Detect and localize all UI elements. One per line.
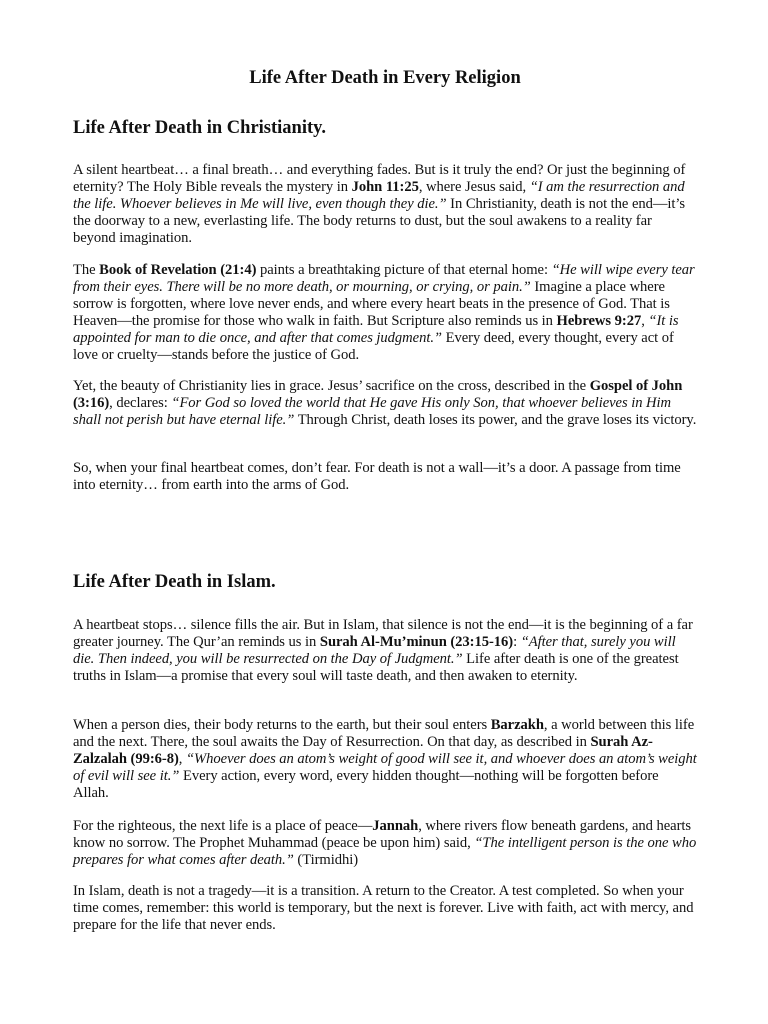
scripture-reference: John 11:25 bbox=[351, 179, 419, 195]
christianity-heading: Life After Death in Christianity. bbox=[73, 118, 326, 138]
christianity-paragraph-4: So, when your final heartbeat comes, don’t fear. For death is not a wall—it’s a door. A passage from time into eternity… from earth into the arms of God. bbox=[73, 460, 681, 493]
islam-paragraph-2: When a person dies, their body returns to the earth, but their soul enters Barzakh, a world between this life and the next. There, the soul awaits the Day of Resurrection. On that day, as described in Surah Az-Zalzalah (99:6-8), “Whoever does an atom’s weight of good will see it, and whoever does an atom’s weight of evil will see it.” Every action, every word, every hidden thought—nothing will be forgotten before Allah. bbox=[73, 717, 697, 801]
islam-heading: Life After Death in Islam. bbox=[73, 572, 276, 592]
scripture-quote: “For God so loved the world that He gave His only Son, that whoever believes in Him shall not perish but have eternal life.” bbox=[73, 395, 672, 428]
scripture-reference: Surah Az-Zalzalah (99:6-8) bbox=[73, 734, 653, 767]
scripture-reference: Surah Al-Mu’minun (23:15-16) bbox=[319, 634, 514, 650]
scripture-quote: “After that, surely you will die. Then indeed, you will be resurrected on the Day of Judgment.” bbox=[73, 634, 676, 667]
scripture-quote: “The intelligent person is the one who prepares for what comes after death.” bbox=[73, 835, 697, 868]
islam-paragraph-1: A heartbeat stops… silence fills the air. But in Islam, that silence is not the end—it is the beginning of a far greater journey. The Qur’an reminds us in Surah Al-Mu’minun (23:15-16): “After that, surely you will die. Then indeed, you will be resurrected on the Day of Judgment.” Life after death is one of the greatest truths in Islam—a promise that every soul will taste death, and then awaken to eternity. bbox=[73, 617, 693, 684]
islam-paragraph-4: In Islam, death is not a tragedy—it is a transition. A return to the Creator. A test completed. So when your time comes, remember: this world is temporary, but the next is forever. Live with faith, act with mercy, and prepare for the life that never ends. bbox=[73, 883, 694, 933]
document-title: Life After Death in Every Religion bbox=[249, 68, 521, 88]
scripture-quote: “I am the resurrection and the life. Whoever believes in Me will live, even though they die.” bbox=[73, 179, 685, 212]
scripture-quote: “Whoever does an atom’s weight of good will see it, and whoever does an atom’s weight of evil will see it.” bbox=[73, 751, 697, 784]
christianity-paragraph-3: Yet, the beauty of Christianity lies in grace. Jesus’ sacrifice on the cross, described in the Gospel of John (3:16), declares: “For God so loved the world that He gave His only Son, that whoever believes in Him shall not perish but have eternal life.” Through Christ, death loses its power, and the grave loses its victory. bbox=[73, 378, 697, 428]
islam-paragraph-3: For the righteous, the next life is a place of peace—Jannah, where rivers flow beneath gardens, and hearts know no sorrow. The Prophet Muhammad (peace be upon him) said, “The intelligent person is the one who prepares for what comes after death.” (Tirmidhi) bbox=[73, 818, 697, 868]
christianity-paragraph-2: The Book of Revelation (21:4) paints a breathtaking picture of that eternal home: “He will wipe every tear from their eyes. There will be no more death, or mourning, or crying, or pain.” Imagine a place where sorrow is forgotten, where love never ends, and where every heart beats in the presence of God. That is Heaven—the promise for those who walk in faith. But Scripture also reminds us in Hebrews 9:27, “It is appointed for man to die once, and after that comes judgment.” Every deed, every thought, every act of love or cruelty—stands before the justice of God. bbox=[73, 262, 695, 363]
christianity-paragraph-1: A silent heartbeat… a final breath… and everything fades. But is it truly the end? Or just the beginning of eternity? The Holy Bible reveals the mystery in John 11:25, where Jesus said, “I am the resurrection and the life. Whoever believes in Me will live, even though they die.” In Christianity, death is not the end—it’s the doorway to a new, everlasting life. The body returns to dust, but the soul awakens to a reality far beyond imagination. bbox=[73, 162, 686, 246]
scripture-reference: Book of Revelation (21:4) bbox=[99, 262, 257, 278]
scripture-quote: “It is appointed for man to die once, and after that comes judgment.” bbox=[73, 313, 679, 346]
scripture-reference: Gospel of John (3:16) bbox=[73, 378, 683, 411]
scripture-reference: Barzakh bbox=[490, 717, 544, 733]
scripture-quote: “He will wipe every tear from their eyes. There will be no more death, or mourning, or crying, or pain.” bbox=[73, 262, 695, 295]
scripture-reference: Hebrews 9:27 bbox=[556, 313, 642, 329]
scripture-reference: Jannah bbox=[372, 818, 419, 834]
